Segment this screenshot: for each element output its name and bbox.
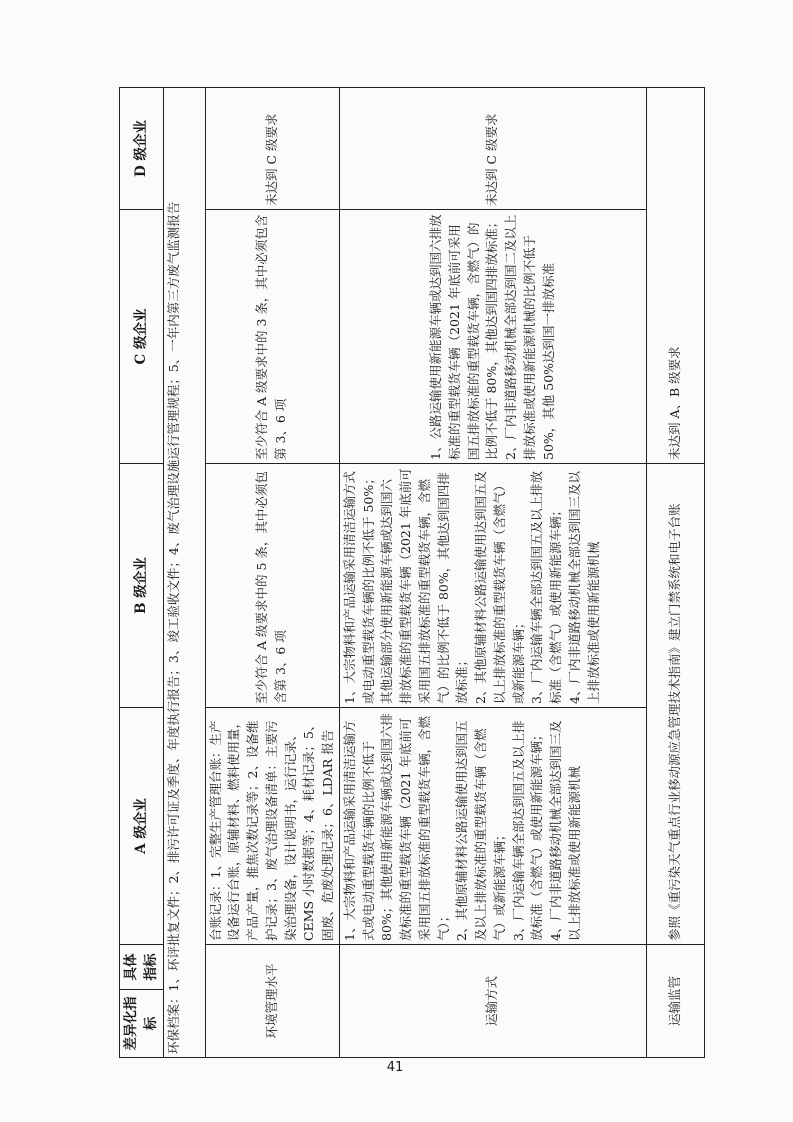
grade-c-cell: 1、公路运输使用新能源车辆或达到国六排放标准的重型载货车辆（2021 年底前可采用国五排放标准的重型载货车辆，含燃气）的比例不低于 80%，其他达到国四排放标准； 2、厂内非道路移动机械全部达到国二及以上排放标准或使用新能源机械的比例不低于 50%，其他 50%达到国一排放标准 [339,210,646,464]
table-header-row [120,88,164,1058]
table-row [646,88,704,1058]
indicator-transport-mode: 运输方式 [339,945,646,1058]
table-row [339,88,646,1058]
archive-requirements-cell: 环保档案：1、环评批复文件；2、排污许可证及季度、年度执行报告；3、竣工验收文件；4、废气治理设施运行管理规程；5、一年内第三方废气监测报告 [163,88,205,1058]
grade-b-cell: 至少符合 A 级要求中的 5 条，其中必须包含第 3、6 项 [205,464,339,708]
grade-b-cell: 1、大宗物料和产品运输采用清洁运输方式或电动重型载货车辆的比例不低于 50%；其他运输部分使用新能源车辆或达到国六排放标准的重型载货车辆（2021 年底前可采用国五排放标准的重型载货车辆，含燃气）的比例不低于 80%，其他达到国四排放标准； 2、其他原辅材料公路运输使用达到国五及以上排放标准的重型载货车辆（含燃气）或新能源车辆； 3、厂内运输车辆全部达到国五及以上排放标准（含燃气）或使用新能源车辆； 4、厂内非道路移动机械全部达到国三及以上排放标准或使用新能源机械 [339,464,646,708]
indicator-table [119,87,705,1058]
grade-d-cell: 未达到 C 级要求 [339,88,646,210]
header-grade-a: A 级企业 [120,708,164,945]
header-diff-indicator: 差异化指标 [120,990,164,1058]
indicator-env-management: 环境管理水平 [205,945,339,1058]
table-row [163,88,205,1058]
grade-d-cell: 未达到 C 级要求 [205,88,339,210]
page-number: 41 [386,1060,404,1075]
header-specific-indicator: 具体指标 [120,945,164,990]
table-row [205,88,339,1058]
grade-a-cell: 1、大宗物料和产品运输采用清洁运输方式或电动重型载货车辆的比例不低于 80%；其他使用新能源车辆或达到国六排放标准的重型载货车辆（2021 年底前可采用国五排放标准的重型载货车辆，含燃气）； 2、其他原辅材料公路运输使用达到国五及以上排放标准的重型载货车辆（含燃气）或新能源车辆； 3、厂内运输车辆全部达到国五及以上排放标准（含燃气）或使用新能源车辆； 4、厂内非道路移动机械全部达到国三及以上排放标准或使用新能源机械 [339,708,646,945]
grade-cd-cell: 未达到 A、B 级要求 [646,88,704,464]
header-grade-d: D 级企业 [120,88,164,210]
header-grade-b: B 级企业 [120,464,164,708]
grade-ab-cell: 参照《重污染天气重点行业移动源应急管理技术指南》建立门禁系统和电子台账 [646,464,704,945]
grade-c-cell: 至少符合 A 级要求中的 3 条，其中必须包含第 3、6 项 [205,210,339,464]
rotated-table-container [119,88,682,1058]
indicator-transport-supervision: 运输监管 [646,945,704,1058]
header-grade-c: C 级企业 [120,210,164,464]
grade-a-cell: 台账记录：1、完整生产管理台账：生产设备运行台账，原辅材料、燃料使用量，产品产量，推焦次数记录等；2、设备维护记录；3、废气治理设备清单：主要污染治理设备，设计说明书，运行记录、CEMS 小时数据等；4、耗材记录；5、固废、危废处理记录；6、LDAR 报告 [205,708,339,945]
